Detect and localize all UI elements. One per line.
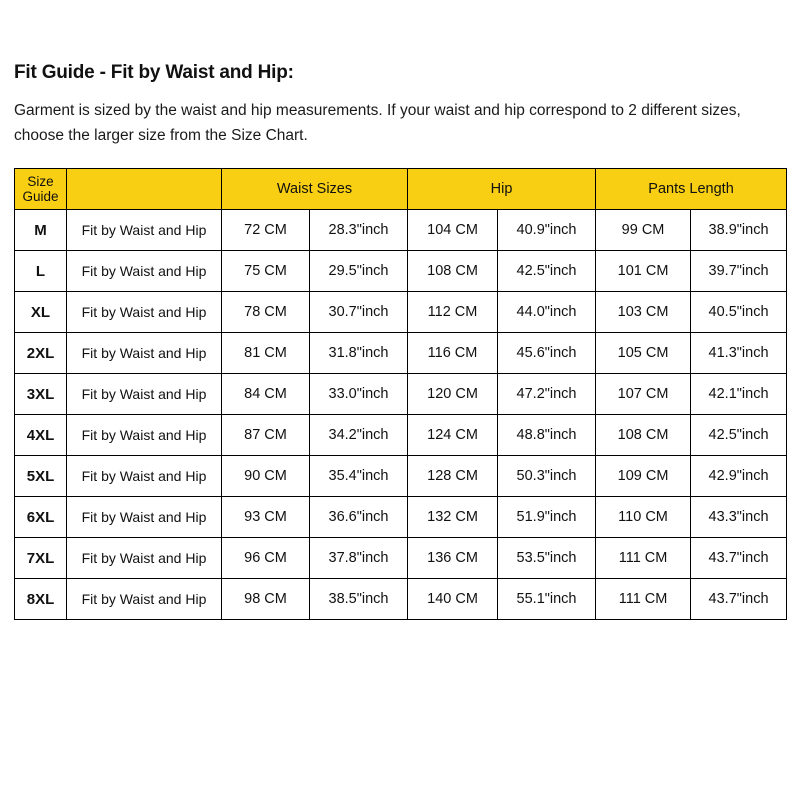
cell-size: 2XL (15, 333, 67, 374)
cell-waist-inch: 36.6"inch (310, 497, 408, 538)
cell-pants-inch: 42.5"inch (691, 415, 787, 456)
header-pants-length: Pants Length (596, 169, 787, 210)
cell-pants-inch: 43.7"inch (691, 579, 787, 620)
cell-hip-inch: 53.5"inch (498, 538, 596, 579)
table-row (15, 579, 787, 620)
page-title: Fit Guide - Fit by Waist and Hip: (14, 62, 294, 83)
header-hip: Hip (408, 169, 596, 210)
cell-waist-inch: 37.8"inch (310, 538, 408, 579)
cell-pants-cm: 99 CM (596, 210, 691, 251)
cell-hip-cm: 104 CM (408, 210, 498, 251)
cell-waist-cm: 81 CM (222, 333, 310, 374)
cell-hip-inch: 44.0"inch (498, 292, 596, 333)
cell-hip-inch: 48.8"inch (498, 415, 596, 456)
cell-hip-inch: 40.9"inch (498, 210, 596, 251)
table-row (15, 333, 787, 374)
cell-waist-cm: 90 CM (222, 456, 310, 497)
cell-fit-method: Fit by Waist and Hip (67, 210, 222, 251)
cell-hip-inch: 45.6"inch (498, 333, 596, 374)
cell-waist-cm: 78 CM (222, 292, 310, 333)
cell-waist-inch: 31.8"inch (310, 333, 408, 374)
header-fit-method (67, 169, 222, 210)
cell-waist-inch: 34.2"inch (310, 415, 408, 456)
table-header (15, 169, 787, 210)
cell-pants-cm: 110 CM (596, 497, 691, 538)
cell-waist-inch: 29.5"inch (310, 251, 408, 292)
cell-hip-cm: 140 CM (408, 579, 498, 620)
cell-waist-inch: 35.4"inch (310, 456, 408, 497)
cell-hip-cm: 116 CM (408, 333, 498, 374)
cell-pants-cm: 111 CM (596, 579, 691, 620)
cell-hip-cm: 124 CM (408, 415, 498, 456)
cell-hip-inch: 55.1"inch (498, 579, 596, 620)
cell-size: XL (15, 292, 67, 333)
cell-pants-cm: 103 CM (596, 292, 691, 333)
cell-waist-cm: 72 CM (222, 210, 310, 251)
cell-hip-cm: 120 CM (408, 374, 498, 415)
cell-waist-cm: 96 CM (222, 538, 310, 579)
cell-size: 7XL (15, 538, 67, 579)
cell-fit-method: Fit by Waist and Hip (67, 415, 222, 456)
cell-waist-cm: 93 CM (222, 497, 310, 538)
cell-waist-inch: 38.5"inch (310, 579, 408, 620)
cell-fit-method: Fit by Waist and Hip (67, 333, 222, 374)
cell-pants-cm: 107 CM (596, 374, 691, 415)
cell-hip-cm: 128 CM (408, 456, 498, 497)
cell-fit-method: Fit by Waist and Hip (67, 292, 222, 333)
cell-size: 6XL (15, 497, 67, 538)
cell-waist-cm: 87 CM (222, 415, 310, 456)
cell-pants-cm: 111 CM (596, 538, 691, 579)
table-row (15, 292, 787, 333)
cell-waist-cm: 75 CM (222, 251, 310, 292)
cell-pants-cm: 105 CM (596, 333, 691, 374)
cell-fit-method: Fit by Waist and Hip (67, 456, 222, 497)
cell-waist-cm: 84 CM (222, 374, 310, 415)
table-row (15, 456, 787, 497)
cell-waist-cm: 98 CM (222, 579, 310, 620)
cell-pants-cm: 109 CM (596, 456, 691, 497)
cell-hip-cm: 108 CM (408, 251, 498, 292)
table-row (15, 415, 787, 456)
header-waist-sizes: Waist Sizes (222, 169, 408, 210)
table-row (15, 374, 787, 415)
cell-hip-inch: 47.2"inch (498, 374, 596, 415)
cell-pants-inch: 42.9"inch (691, 456, 787, 497)
cell-size: 4XL (15, 415, 67, 456)
cell-hip-cm: 112 CM (408, 292, 498, 333)
cell-pants-inch: 43.7"inch (691, 538, 787, 579)
table-row (15, 538, 787, 579)
table-header-row (15, 169, 787, 210)
cell-fit-method: Fit by Waist and Hip (67, 497, 222, 538)
cell-pants-cm: 101 CM (596, 251, 691, 292)
cell-size: 5XL (15, 456, 67, 497)
cell-pants-inch: 38.9"inch (691, 210, 787, 251)
cell-waist-inch: 30.7"inch (310, 292, 408, 333)
cell-hip-cm: 136 CM (408, 538, 498, 579)
cell-pants-inch: 39.7"inch (691, 251, 787, 292)
cell-pants-inch: 43.3"inch (691, 497, 787, 538)
table-body (15, 210, 787, 620)
cell-waist-inch: 33.0"inch (310, 374, 408, 415)
cell-fit-method: Fit by Waist and Hip (67, 579, 222, 620)
size-chart-table (14, 168, 787, 620)
table-row (15, 210, 787, 251)
cell-size: 8XL (15, 579, 67, 620)
cell-hip-cm: 132 CM (408, 497, 498, 538)
cell-hip-inch: 42.5"inch (498, 251, 596, 292)
table-row (15, 251, 787, 292)
cell-hip-inch: 51.9"inch (498, 497, 596, 538)
cell-fit-method: Fit by Waist and Hip (67, 251, 222, 292)
intro-paragraph: Garment is sized by the waist and hip measurements. If your waist and hip correspond to 2 different sizes, choose the larger size from the Size Chart. (14, 102, 741, 145)
cell-pants-inch: 41.3"inch (691, 333, 787, 374)
cell-pants-cm: 108 CM (596, 415, 691, 456)
cell-hip-inch: 50.3"inch (498, 456, 596, 497)
cell-fit-method: Fit by Waist and Hip (67, 374, 222, 415)
cell-pants-inch: 40.5"inch (691, 292, 787, 333)
cell-waist-inch: 28.3"inch (310, 210, 408, 251)
cell-size: M (15, 210, 67, 251)
cell-fit-method: Fit by Waist and Hip (67, 538, 222, 579)
table-row (15, 497, 787, 538)
header-size-guide: Size Guide (15, 169, 67, 210)
cell-pants-inch: 42.1"inch (691, 374, 787, 415)
cell-size: L (15, 251, 67, 292)
cell-size: 3XL (15, 374, 67, 415)
